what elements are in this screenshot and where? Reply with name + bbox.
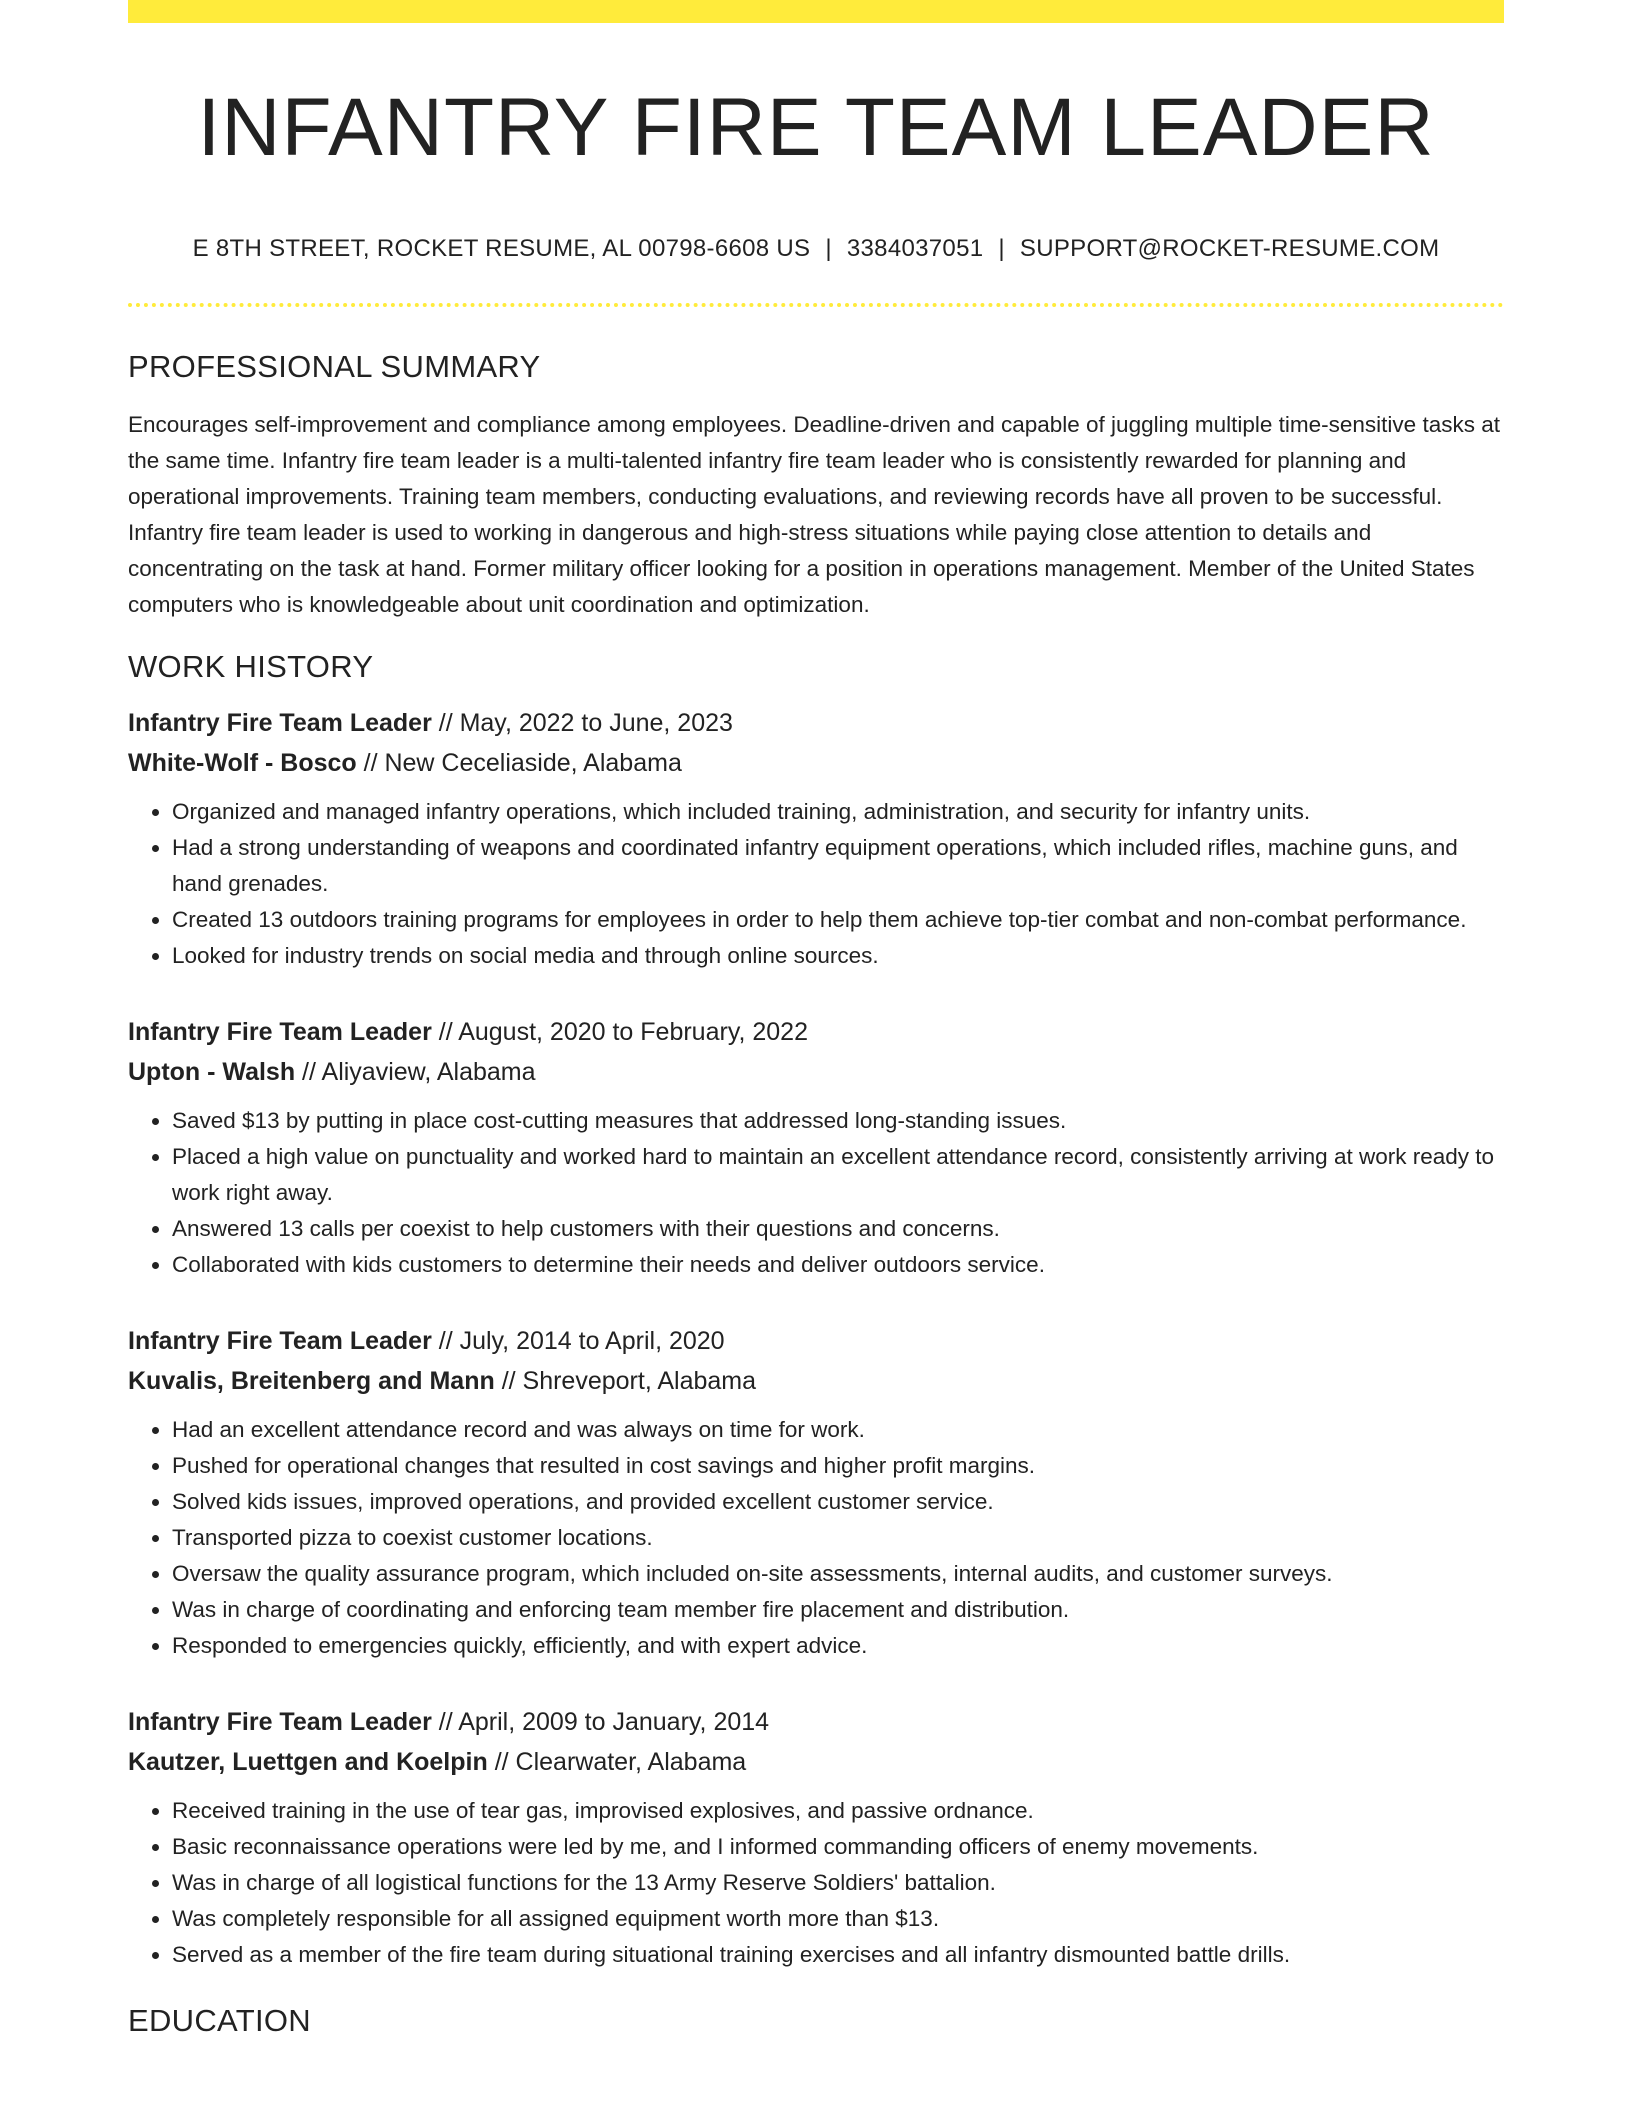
job-location: // Shreveport, Alabama [494,1367,757,1395]
job-title-line [128,1012,1504,1052]
bullet-item: • Was in charge of coordinating and enforcing team member fire placement and distribution. [172,1592,1504,1628]
bullet-item: • Basic reconnaissance operations were led by me, and I informed commanding officers of enemy movements. [172,1829,1504,1865]
job-entry [128,1321,1504,1664]
work-history-section [128,649,1504,1973]
job-bullets [128,1103,1504,1283]
top-accent-bar [128,0,1504,23]
bullet-item: • Collaborated with kids customers to determine their needs and deliver outdoors service. [172,1247,1504,1283]
resume-name: INFANTRY FIRE TEAM LEADER [197,82,1435,173]
section-heading: PROFESSIONAL SUMMARY [128,349,541,384]
job-entry [128,1702,1504,1973]
bullet-item: • Served as a member of the fire team during situational training exercises and all infantry dismounted battle drills. [172,1937,1504,1973]
separator: | [998,235,1005,262]
bullet-item: • Created 13 outdoors training programs for employees in order to help them achieve top-tier combat and non-combat performance. [172,902,1504,938]
email: SUPPORT@ROCKET-RESUME.COM [1019,235,1440,262]
bullet-item: • Transported pizza to coexist customer locations. [172,1520,1504,1556]
resume-page [128,0,1504,2039]
job-company-line [128,1052,1504,1092]
bullet-item: • Was in charge of all logistical functions for the 13 Army Reserve Soldiers' battalion. [172,1865,1504,1901]
job-location: // New Ceceliaside, Alabama [356,749,682,777]
bullet-item: • Looked for industry trends on social media and through online sources. [172,938,1504,974]
bullet-item: • Had a strong understanding of weapons and coordinated infantry equipment operations, which included rifles, machine guns, and hand grenades. [172,830,1504,902]
job-title: Infantry Fire Team Leader [128,709,432,737]
job-location: // Aliyaview, Alabama [295,1058,536,1086]
job-title-line [128,1321,1504,1361]
contact-line [128,235,1504,263]
company-name: Kautzer, Luettgen and Koelpin [128,1748,488,1776]
job-location: // Clearwater, Alabama [487,1748,747,1776]
job-title-line [128,703,1504,743]
job-title-line [128,1702,1504,1742]
bullet-item: • Oversaw the quality assurance program, which included on-site assessments, internal audits, and customer surveys. [172,1556,1504,1592]
job-dates: // July, 2014 to April, 2020 [431,1327,725,1355]
summary-section [128,349,1504,623]
company-name: White-Wolf - Bosco [128,749,357,777]
job-entry [128,1012,1504,1283]
section-heading: WORK HISTORY [128,649,374,684]
bullet-item: • Responded to emergencies quickly, efficiently, and with expert advice. [172,1628,1504,1664]
bullet-item: • Organized and managed infantry operations, which included training, administration, and security for infantry units. [172,794,1504,830]
bullet-item: • Solved kids issues, improved operations, and provided excellent customer service. [172,1484,1504,1520]
job-list [128,703,1504,1973]
bullet-item: • Saved $13 by putting in place cost-cutting measures that addressed long-standing issues. [172,1103,1504,1139]
bullet-item: • Placed a high value on punctuality and worked hard to maintain an excellent attendance record, consistently arriving at work ready to work right away. [172,1139,1504,1211]
bullet-item: • Pushed for operational changes that resulted in cost savings and higher profit margins. [172,1448,1504,1484]
job-bullets [128,1412,1504,1664]
job-entry [128,703,1504,974]
job-dates: // April, 2009 to January, 2014 [431,1708,770,1736]
summary-text: Encourages self-improvement and compliance among employees. Deadline-driven and capable of juggling multiple time-sensitive tasks at the same time. Infantry fire team leader is a multi-talented infantry fire team leader who is consistently rewarded for planning and operational improvements. Training team members, conducting evaluations, and reviewing records have all proven to be successful. Infantry fire team leader is used to working in dangerous and high-stress situations while paying close attention to details and concentrating on the task at hand. Former military officer looking for a position in operations management. Member of the United States computers who is knowledgeable about unit coordination and optimization. [128,412,1500,617]
dotted-divider [128,303,1504,307]
company-name: Kuvalis, Breitenberg and Mann [128,1367,495,1395]
job-dates: // May, 2022 to June, 2023 [431,709,733,737]
job-title: Infantry Fire Team Leader [128,1018,432,1046]
job-bullets [128,1793,1504,1973]
phone: 3384037051 [846,235,984,262]
job-company-line [128,1361,1504,1401]
bullet-item: • Was completely responsible for all assigned equipment worth more than $13. [172,1901,1504,1937]
job-company-line [128,743,1504,783]
bullet-item: • Received training in the use of tear gas, improvised explosives, and passive ordnance. [172,1793,1504,1829]
section-heading: EDUCATION [128,2003,311,2038]
job-bullets [128,794,1504,974]
job-title: Infantry Fire Team Leader [128,1708,432,1736]
separator: | [825,235,832,262]
bullet-item: • Had an excellent attendance record and was always on time for work. [172,1412,1504,1448]
company-name: Upton - Walsh [128,1058,296,1086]
job-dates: // August, 2020 to February, 2022 [431,1018,808,1046]
education-section [128,2003,1504,2039]
address: E 8TH STREET, ROCKET RESUME, AL 00798-6608 US [192,235,811,262]
job-company-line [128,1742,1504,1782]
bullet-item: • Answered 13 calls per coexist to help customers with their questions and concerns. [172,1211,1504,1247]
job-title: Infantry Fire Team Leader [128,1327,432,1355]
